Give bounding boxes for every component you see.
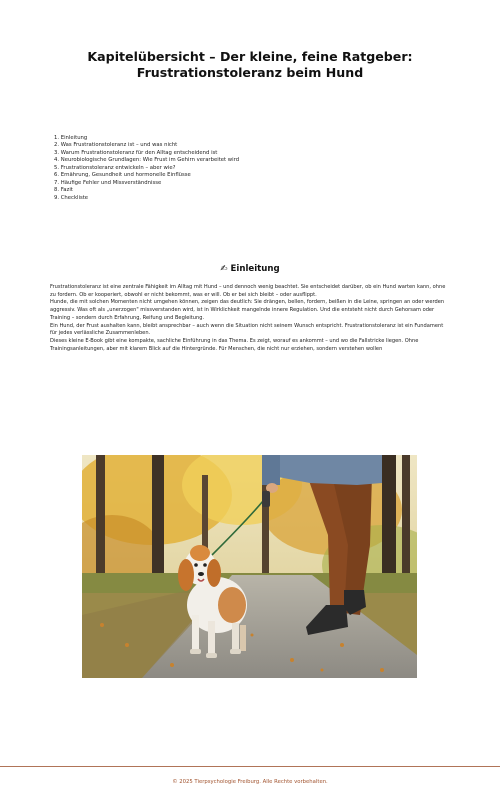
chapter-item: 2. Was Frustrationstoleranz ist – und was nicht xyxy=(54,142,178,149)
page-title: Kapitelübersicht – Der kleine, feine Ratgeber: Frustrationstoleranz beim Hund xyxy=(87,49,413,80)
chapter-item: 6. Ernährung, Gesundheit und hormonelle Einflüsse xyxy=(54,172,191,179)
chapter-item: 9. Checkliste xyxy=(54,194,89,201)
chapter-item: 7. Häufige Fehler und Missverständnisse xyxy=(54,179,162,186)
footer-copyright: © 2025 Tierpsychologie Freiburg. Alle Rechte vorbehalten. xyxy=(172,779,328,785)
chapter-item: 3. Warum Frustrationstoleranz für den Alltag entscheidend ist xyxy=(54,149,218,156)
dog-walk-photo xyxy=(82,455,417,678)
chapter-item: 1. Einleitung xyxy=(54,135,88,141)
chapter-list xyxy=(54,135,454,202)
intro-paragraph: Hunde, die mit solchen Momenten nicht umgehen können, zeigen das deutlich: Sie drängen, bellen, fordern, beißen in die Leine, springen an oder werden aggressiv. Was oft als „unerzogen" missverstanden wird, ist in Wirklichkeit mangelnde innere Regulation. Und die entsteht nicht durch Gehorsam oder Training – sondern durch Erfahrung, Reifung und Begleitung. xyxy=(50,299,445,321)
section-heading-label: Einleitung xyxy=(230,264,280,274)
intro-paragraph: Ein Hund, der Frust aushalten kann, bleibt ansprechbar – auch wenn die Situation nicht seinem Wunsch entspricht. Frustrationstoleranz ist ein Fundament für jedes verlässliche Zusammenleben. xyxy=(50,322,444,337)
intro-paragraph: Dieses kleine E-Book gibt eine kompakte, sachliche Einführung in das Thema. Es zeigt, worauf es ankommt – und wo die Fallstricke liegen. Ohne Trainingsanleitungen, aber mit klarem Blick auf die Hintergründe. Für Menschen, die nicht nur erziehen, sondern verstehen wollen xyxy=(50,337,419,352)
chapter-item: 4. Neurobiologische Grundlagen: Wie Frust im Gehirn verarbeitet wird xyxy=(54,157,240,164)
section-heading xyxy=(0,264,500,274)
pencil-hand-icon: ✍ xyxy=(220,264,228,274)
chapter-item: 5. Frustrationstoleranz entwickeln – aber wie? xyxy=(54,164,176,171)
intro-text xyxy=(50,284,450,353)
intro-paragraph: Frustrationstoleranz ist eine zentrale Fähigkeit im Alltag mit Hund – und dennoch wenig beachtet. Sie entscheidet darüber, ob ein Hund warten kann, ohne zu fordern. Ob er kooperiert, obwohl er nicht bekommt, was er will. Ob er bei sich bleibt – oder ausflippt. xyxy=(50,284,446,298)
chapter-item: 8. Fazit xyxy=(54,187,73,194)
footer-divider xyxy=(0,766,500,767)
